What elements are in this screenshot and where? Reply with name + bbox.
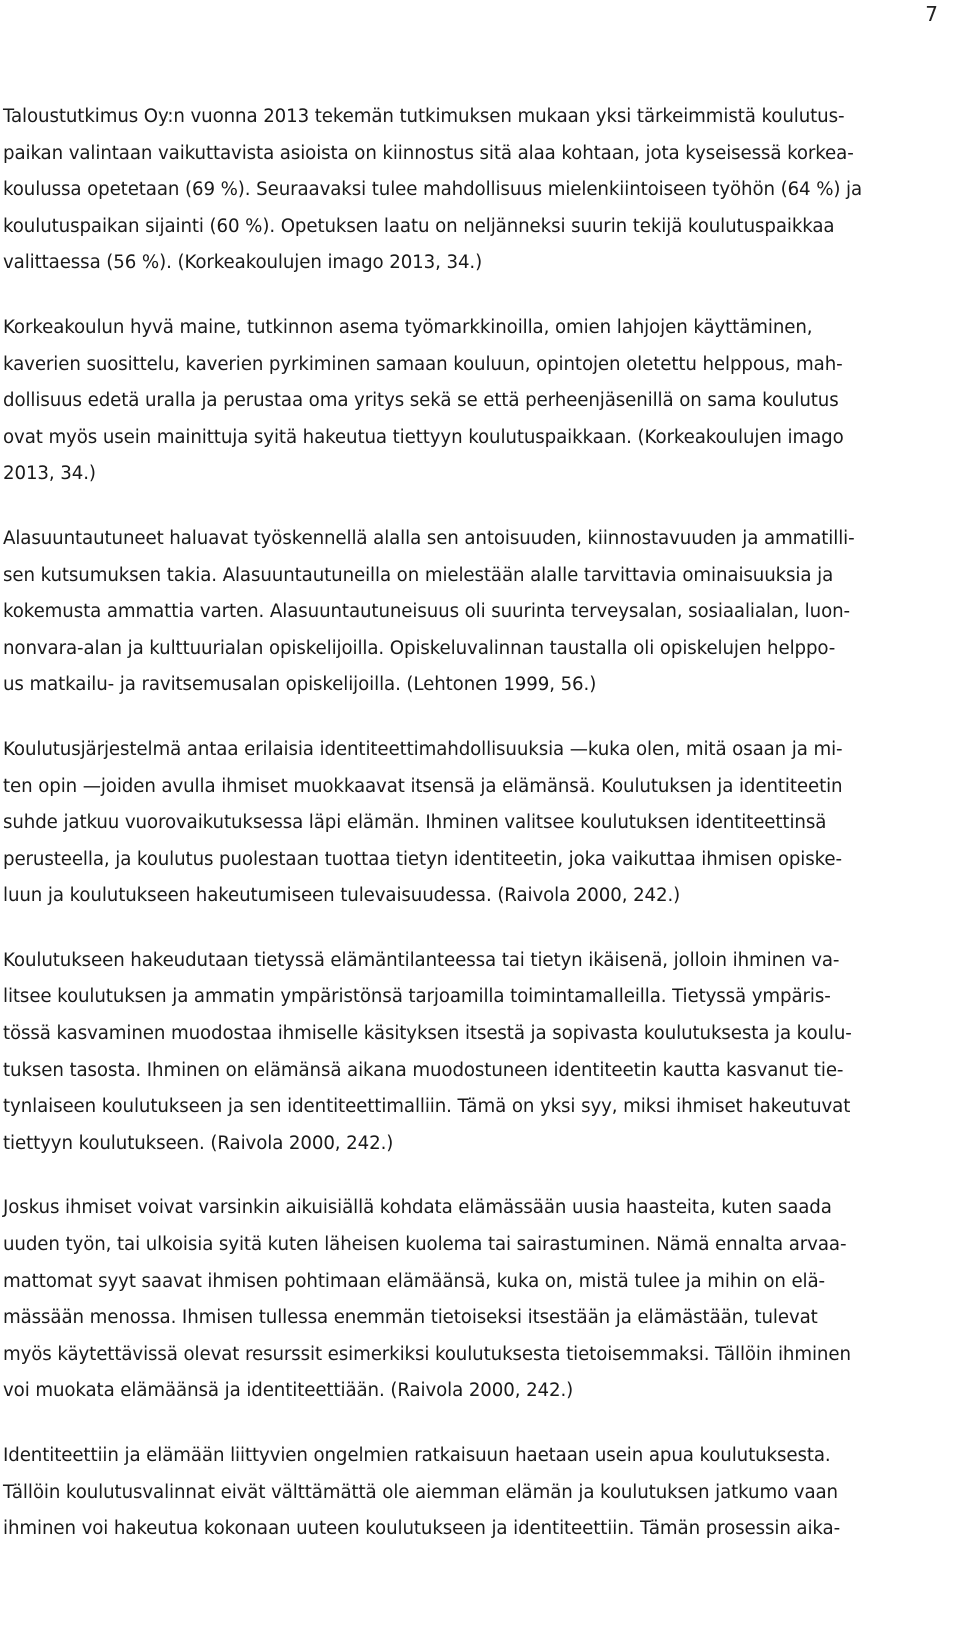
text-line: us matkailu- ja ravitsemusalan opiskelijoilla. (Lehtonen 1999, 56.) (3, 674, 597, 696)
text-line: uuden työn, tai ulkoisia syitä kuten läheisen kuolema tai sairastuminen. Nämä ennalta arvaa- (3, 1234, 847, 1256)
text-line: sen kutsumuksen takia. Alasuuntautuneilla on mielestään alalle tarvittavia ominaisuuksia ja (3, 564, 834, 586)
document-body (3, 99, 957, 1576)
paragraph (3, 943, 957, 1163)
text-line: tuksen tasosta. Ihminen on elämänsä aikana muodostuneen identiteetin kautta kasvanut tie- (3, 1059, 844, 1081)
text-line: Joskus ihmiset voivat varsinkin aikuisiällä kohdata elämässään uusia haasteita, kuten saada (3, 1197, 832, 1219)
text-line: Alasuuntautuneet haluavat työskennellä alalla sen antoisuuden, kiinnostavuuden ja ammatilli- (3, 527, 855, 549)
text-line: kokemusta ammattia varten. Alasuuntautuneisuus oli suurinta terveysalan, sosiaalialan, luon- (3, 601, 850, 623)
text-line: Tällöin koulutusvalinnat eivät välttämättä ole aiemman elämän ja koulutuksen jatkumo vaan (3, 1481, 838, 1503)
text-line: litsee koulutuksen ja ammatin ympäristönsä tarjoamilla toimintamalleilla. Tietyssä ympäris- (3, 986, 831, 1008)
text-line: ihminen voi hakeutua kokonaan uuteen koulutukseen ja identiteettiin. Tämän prosessin aika- (3, 1518, 841, 1540)
text-line: Taloustutkimus Oy:n vuonna 2013 tekemän tutkimuksen mukaan yksi tärkeimmistä koulutus- (3, 106, 845, 127)
text-line: koulutuspaikan sijainti (60 %). Opetuksen laatu on neljänneksi suurin tekijä koulutuspaikkaa (3, 215, 835, 237)
text-line: tynlaiseen koulutukseen ja sen identiteettimalliin. Tämä on yksi syy, miksi ihmiset hakeutuvat (3, 1096, 851, 1118)
text-line: koulussa opetetaan (69 %). Seuraavaksi tulee mahdollisuus mielenkiintoiseen työhön (64 %) ja (3, 179, 863, 201)
text-line: ovat myös usein mainittuja syitä hakeutua tiettyyn koulutuspaikkaan. (Korkeakoulujen imago (3, 426, 844, 448)
text-line: kaverien suosittelu, kaverien pyrkiminen samaan kouluun, opintojen oletettu helppous, mah- (3, 353, 843, 375)
text-line: dollisuus edetä uralla ja perustaa oma yritys sekä se että perheenjäsenillä on sama koulutus (3, 390, 839, 412)
paragraph (3, 1190, 957, 1410)
text-line: mässään menossa. Ihmisen tullessa enemmän tietoiseksi itsestään ja elämästään, tulevat (3, 1307, 818, 1329)
text-line: 2013, 34.) (3, 463, 96, 485)
paragraph (3, 310, 957, 493)
page-number: 7 (925, 2, 938, 26)
text-line: valittaessa (56 %). (Korkeakoulujen imago 2013, 34.) (3, 252, 483, 274)
text-line: perusteella, ja koulutus puolestaan tuottaa tietyn identiteetin, joka vaikuttaa ihmisen opiske- (3, 848, 842, 870)
text-line: mattomat syyt saavat ihmisen pohtimaan elämäänsä, kuka on, mistä tulee ja mihin on elä- (3, 1270, 826, 1292)
text-line: Korkeakoulun hyvä maine, tutkinnon asema työmarkkinoilla, omien lahjojen käyttäminen, (3, 316, 813, 338)
paragraph (3, 99, 957, 282)
text-line: tiettyyn koulutukseen. (Raivola 2000, 242.) (3, 1132, 394, 1154)
paragraph (3, 521, 957, 704)
text-line: nonvara-alan ja kulttuurialan opiskelijoilla. Opiskeluvalinnan taustalla oli opiskelujen helppo- (3, 637, 836, 659)
text-line: suhde jatkuu vuorovaikutuksessa läpi elämän. Ihminen valitsee koulutuksen identiteettinsä (3, 812, 827, 834)
text-line: Koulutusjärjestelmä antaa erilaisia identiteettimahdollisuuksia —kuka olen, mitä osaan ja mi- (3, 738, 843, 760)
text-line: voi muokata elämäänsä ja identiteettiään. (Raivola 2000, 242.) (3, 1380, 574, 1402)
text-line: myös käytettävissä olevat resurssit esimerkiksi koulutuksesta tietoisemmaksi. Tällöin ihminen (3, 1343, 851, 1365)
text-line: luun ja koulutukseen hakeutumiseen tulevaisuudessa. (Raivola 2000, 242.) (3, 885, 681, 907)
text-line: tössä kasvaminen muodostaa ihmiselle käsityksen itsestä ja sopivasta koulutuksesta ja koulu- (3, 1023, 852, 1045)
paragraph (3, 732, 957, 915)
text-line: Identiteettiin ja elämään liittyvien ongelmien ratkaisuun haetaan usein apua koulutuksesta. (3, 1445, 831, 1466)
text-line: ten opin —joiden avulla ihmiset muokkaavat itsensä ja elämänsä. Koulutuksen ja identiteetin (3, 775, 843, 797)
paragraph (3, 1438, 957, 1548)
text-line: Koulutukseen hakeudutaan tietyssä elämäntilanteessa tai tietyn ikäisenä, jolloin ihminen va- (3, 949, 840, 971)
text-line: paikan valintaan vaikuttavista asioista on kiinnostus sitä alaa kohtaan, jota kyseisessä korkea- (3, 142, 854, 164)
